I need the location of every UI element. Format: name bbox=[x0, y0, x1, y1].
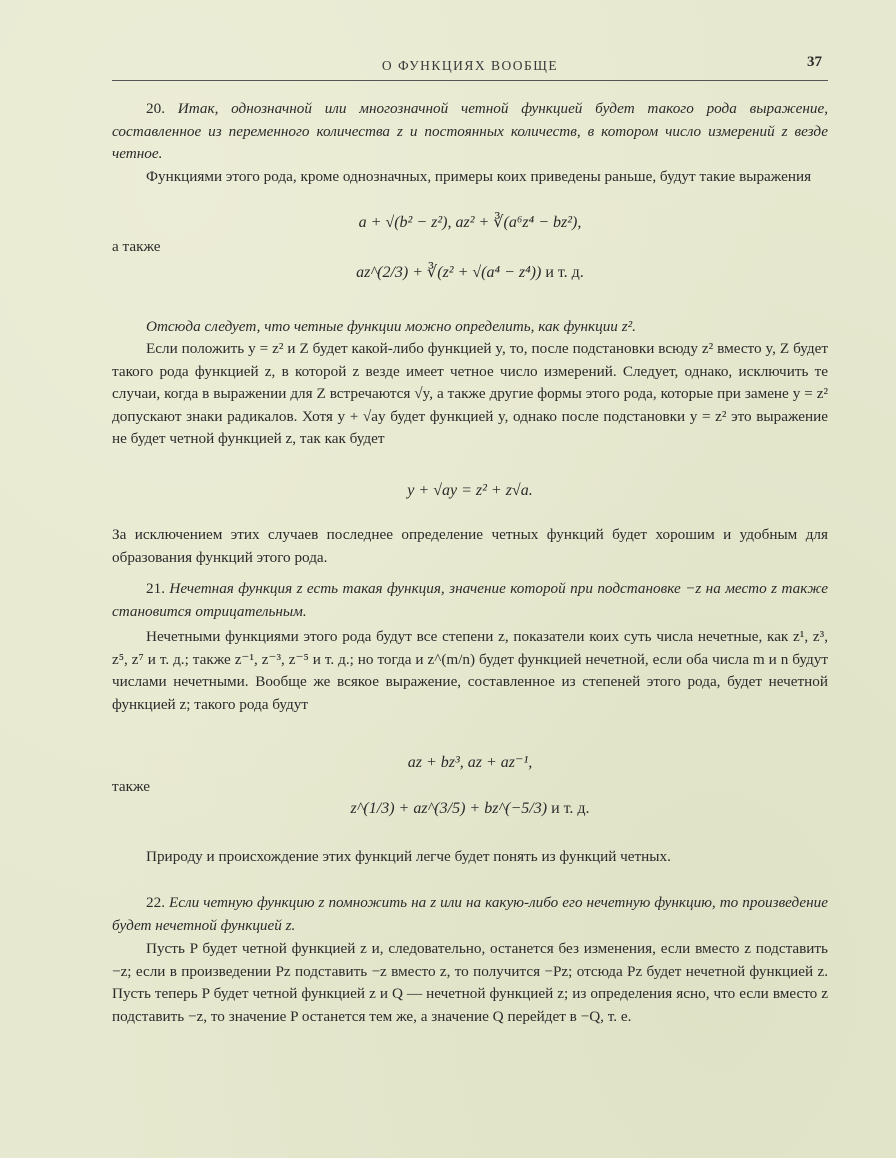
also-label: а также bbox=[112, 238, 161, 255]
section-22-paragraph-1: Пусть P будет четной функцией z и, следовательно, останется без изменения, если вместо z подставить −z; если в произведении Pz подставить −z вместо z, то получится −Pz; отсюда Pz будет нечетной функцией z. Пусть теперь P будет четной функцией z и Q — нечетной функцией z; из определения ясно, что если вместо z подставить −z, то значение P останется тем же, а значение Q перейдет в −Q, т. е. bbox=[112, 940, 828, 1025]
formula-even-examples-1: a + √(b² − z²), az² + ∛(a⁶z⁴ − bz²), bbox=[358, 214, 582, 231]
section-21-paragraph-2: Природу и происхождение этих функций легче будет понять из функций четных. bbox=[146, 848, 671, 865]
formula-counterexample: y + √ay = z² + z√a. bbox=[407, 482, 533, 499]
section-number: 20. bbox=[146, 100, 165, 117]
section-21-paragraph-1: Нечетными функциями этого рода будут все степени z, показатели коих суть числа нечетные, как z¹, z³, z⁵, z⁷ и т. д.; также z⁻¹, z⁻³, z⁻⁵ и т. д.; но тогда и z^(m/n) будет функцией нечетной, если оба числа m и n будут числами нечетными. Вообще же всякое выражение, составленное из степеней этого рода, будет нечетной функцией z; такого рода будут bbox=[112, 628, 828, 713]
theorem-text: Итак, однозначной или многозначной четной функцией будет такого рода выражение, составленное из переменного количества z и постоянных количеств, в котором число измерений z везде четное. bbox=[112, 100, 828, 162]
section-20-paragraph-1: Функциями этого рода, кроме однозначных, примеры коих приведены раньше, будут такие выражения bbox=[146, 168, 812, 185]
section-number: 21. bbox=[146, 580, 165, 597]
theorem-text: Если четную функцию z помножить на z или на какую-либо его нечетную функцию, то произведение будет нечетной функцией z. bbox=[112, 894, 829, 934]
formula-odd-examples-2 bbox=[112, 800, 828, 818]
section-number: 22. bbox=[146, 894, 165, 911]
formula-even-examples-2 bbox=[112, 262, 828, 282]
formula-odd-examples-1: az + bz³, az + az⁻¹, bbox=[407, 754, 533, 771]
running-header bbox=[112, 52, 828, 81]
running-title: О ФУНКЦИЯХ ВООБЩЕ bbox=[381, 58, 559, 73]
section-20-paragraph-2: Если положить y = z² и Z будет какой-либо функцией y, то, после подстановки всюду z² вместо y, Z будет такого рода функцией z, в которой z везде имеет четное число измерений. Следует, однако, исключить те случаи, когда в выражении для Z встречаются √y, а также другие формы этого рода, которые при замене y = z² допускают знаки радикалов. Хотя y + √ay будет функцией y, однако после подстановки y = z² это выражение не будет четной функцией z, так как будет bbox=[112, 340, 828, 447]
section-22-theorem bbox=[112, 892, 828, 937]
page-number: 37 bbox=[807, 54, 822, 70]
etc-label: и т. д. bbox=[545, 264, 584, 281]
section-20-corollary: Отсюда следует, что четные функции можно определить, как функции z². bbox=[146, 318, 636, 335]
section-21-theorem bbox=[112, 578, 828, 623]
etc-label: и т. д. bbox=[551, 800, 590, 817]
formula-body: z^(1/3) + az^(3/5) + bz^(−5/3) bbox=[350, 800, 548, 817]
theorem-text: Нечетная функция z есть такая функция, значение которой при подстановке −z на место z также становится отрицательным. bbox=[112, 580, 828, 620]
also-label-2: также bbox=[112, 778, 150, 795]
section-20-paragraph-3: За исключением этих случаев последнее определение четных функций будет хорошим и удобным для образования функций этого рода. bbox=[112, 526, 828, 566]
section-20-theorem bbox=[112, 98, 828, 166]
formula-body: az^(2/3) + ∛(z² + √(a⁴ − z⁴)) bbox=[356, 264, 542, 281]
